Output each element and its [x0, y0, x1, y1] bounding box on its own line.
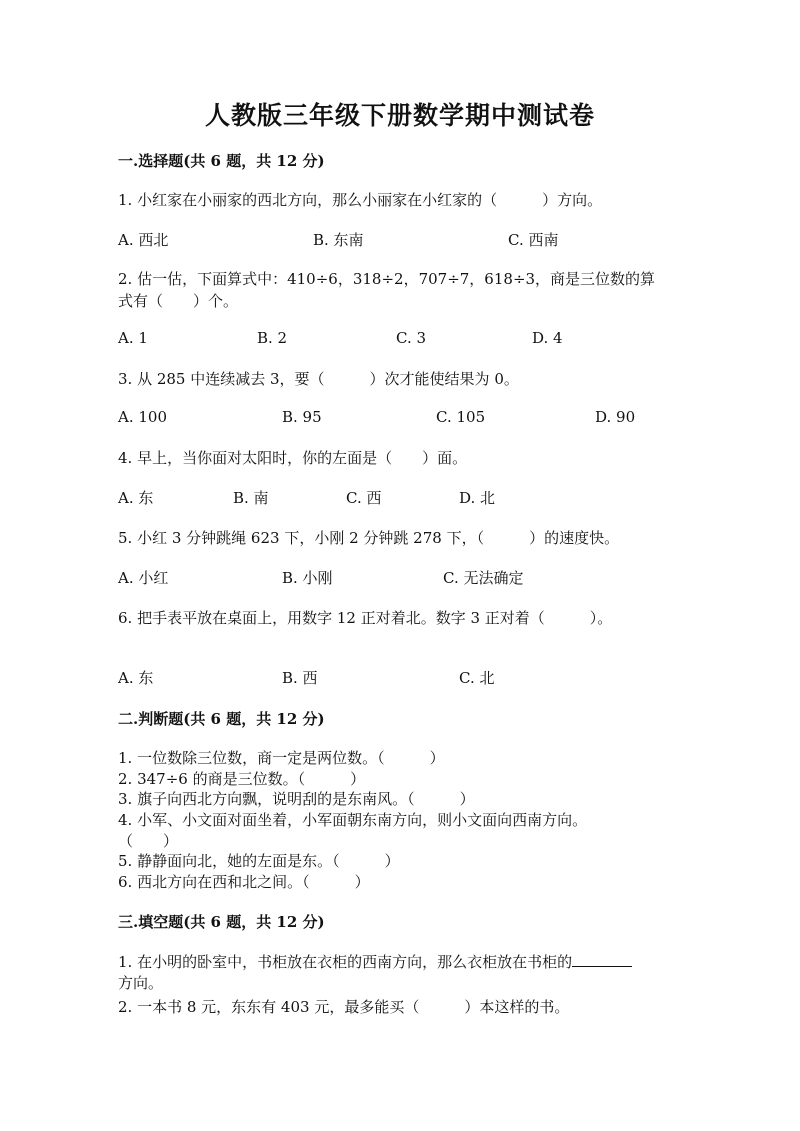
q4-option-b: B. 南	[233, 489, 269, 507]
q4-option-c: C. 西	[346, 489, 382, 507]
question-2-line-1: 2. 估一估，下面算式中：410÷6，318÷2，707÷7，618÷3，商是三位数的算	[118, 270, 656, 288]
fill-in-question-1-line-1	[118, 951, 632, 972]
fill-in-question-1-text: 1. 在小明的卧室中，书柜放在衣柜的西南方向，那么衣柜放在书柜的	[118, 953, 573, 971]
judgement-item-5: 5. 静静面向北，她的左面是东。（ ）	[118, 852, 400, 870]
q4-option-a: A. 东	[118, 489, 154, 507]
fill-in-question-1-line-2: 方向。	[118, 974, 164, 992]
q3-option-d: D. 90	[595, 408, 636, 426]
answer-blank[interactable]	[572, 952, 632, 967]
question-3: 3. 从 285 中连续减去 3，要（ ）次才能使结果为 0。	[118, 370, 519, 388]
q6-option-c: C. 北	[459, 669, 495, 687]
section-heading-choice: 一.选择题(共 6 题，共 12 分)	[118, 152, 325, 170]
q1-option-b: B. 东南	[313, 231, 364, 249]
q2-option-a: A. 1	[118, 329, 148, 347]
q1-option-c: C. 西南	[508, 231, 559, 249]
question-5: 5. 小红 3 分钟跳绳 623 下，小刚 2 分钟跳 278 下，（ ）的速度快。	[118, 529, 620, 547]
question-1: 1. 小红家在小丽家的西北方向，那么小丽家在小红家的（ ）方向。	[118, 191, 603, 209]
judgement-item-2: 2. 347÷6 的商是三位数。（ ）	[118, 770, 366, 788]
q3-option-b: B. 95	[282, 408, 322, 426]
q2-option-d: D. 4	[532, 329, 563, 347]
question-2-line-2: 式有（ ）个。	[118, 292, 239, 310]
q6-option-a: A. 东	[118, 669, 154, 687]
judgement-item-4: 4. 小军、小文面对面坐着，小军面朝东南方向，则小文面向西南方向。	[118, 811, 588, 829]
page-title: 人教版三年级下册数学期中测试卷	[204, 101, 595, 130]
q2-option-c: C. 3	[396, 329, 427, 347]
q6-option-b: B. 西	[282, 669, 318, 687]
judgement-item-3: 3. 旗子向西北方向飘，说明刮的是东南风。（ ）	[118, 790, 475, 808]
judgement-item-1: 1. 一位数除三位数，商一定是两位数。（ ）	[118, 749, 445, 767]
q5-option-c: C. 无法确定	[443, 569, 524, 587]
q5-option-b: B. 小刚	[282, 569, 333, 587]
fill-in-question-2: 2. 一本书 8 元，东东有 403 元，最多能买（ ）本这样的书。	[118, 998, 570, 1016]
question-6: 6. 把手表平放在桌面上，用数字 12 正对着北。数字 3 正对着（ ）。	[118, 609, 613, 627]
judgement-item-6: 6. 西北方向在西和北之间。（ ）	[118, 873, 370, 891]
judgement-item-4-bracket: （ ）	[118, 832, 179, 850]
q3-option-c: C. 105	[436, 408, 486, 426]
question-4: 4. 早上，当你面对太阳时，你的左面是（ ）面。	[118, 449, 468, 467]
section-heading-fill-in: 三.填空题(共 6 题，共 12 分)	[118, 913, 325, 931]
q1-option-a: A. 西北	[118, 231, 169, 249]
section-heading-judgement: 二.判断题(共 6 题，共 12 分)	[118, 710, 325, 728]
q3-option-a: A. 100	[118, 408, 167, 426]
q2-option-b: B. 2	[257, 329, 288, 347]
q4-option-d: D. 北	[459, 489, 496, 507]
q5-option-a: A. 小红	[118, 569, 169, 587]
